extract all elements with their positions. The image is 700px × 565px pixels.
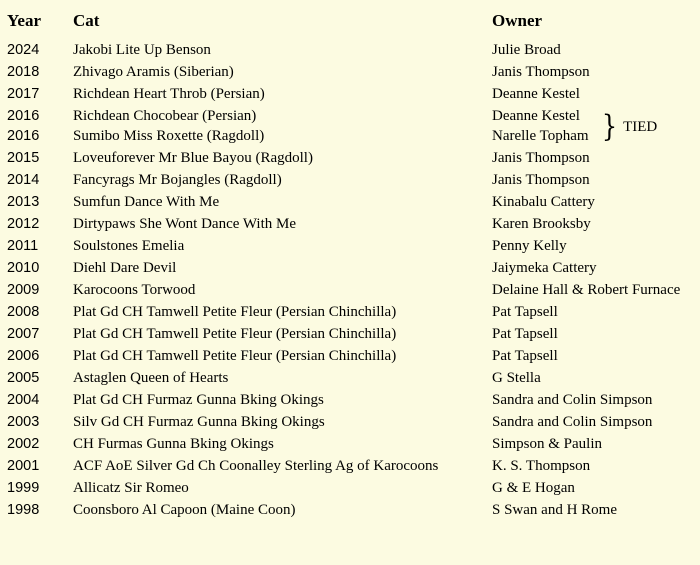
year-cell: 2024 [7, 42, 40, 58]
owner-cell: Delaine Hall & Robert Furnace [492, 282, 681, 298]
cat-column-header: Cat [73, 11, 100, 30]
year-cell: 1999 [7, 480, 40, 496]
table-row [0, 411, 700, 433]
winners-table [0, 39, 700, 521]
year-cell: 2010 [7, 260, 40, 276]
table-row [0, 105, 700, 125]
year-cell: 2008 [7, 304, 40, 320]
cat-cell: Diehl Dare Devil [73, 260, 177, 276]
table-row [0, 169, 700, 191]
owner-cell: S Swan and H Rome [492, 502, 617, 518]
table-row [0, 455, 700, 477]
cat-cell: Fancyrags Mr Bojangles (Ragdoll) [73, 172, 282, 188]
table-row [0, 191, 700, 213]
table-row [0, 235, 700, 257]
table-row [0, 213, 700, 235]
table-row [0, 345, 700, 367]
year-cell: 2011 [7, 238, 39, 254]
owner-cell: Janis Thompson [492, 64, 590, 80]
tied-label: TIED [623, 118, 658, 135]
cat-cell: Allicatz Sir Romeo [73, 480, 189, 496]
table-row [0, 279, 700, 301]
year-cell: 2001 [7, 458, 40, 474]
year-cell: 2013 [7, 194, 40, 210]
cat-cell: Richdean Chocobear (Persian) [73, 108, 257, 124]
cat-cell: Zhivago Aramis (Siberian) [73, 64, 234, 80]
table-row [0, 323, 700, 345]
cat-cell: Karocoons Torwood [73, 282, 196, 298]
year-cell: 2015 [7, 150, 40, 166]
cat-cell: ACF AoE Silver Gd Ch Coonalley Sterling Ag of Karocoons [73, 458, 439, 474]
table-row [0, 499, 700, 521]
owner-cell: Sandra and Colin Simpson [492, 414, 653, 430]
owner-cell: Janis Thompson [492, 172, 590, 188]
owner-cell: G Stella [492, 370, 541, 386]
owner-cell: Janis Thompson [492, 150, 590, 166]
owner-cell: Kinabalu Cattery [492, 194, 595, 210]
cat-cell: Astaglen Queen of Hearts [73, 370, 229, 386]
cat-cell: Sumibo Miss Roxette (Ragdoll) [73, 128, 265, 144]
table-row [0, 477, 700, 499]
cat-cell: Dirtypaws She Wont Dance With Me [73, 216, 297, 232]
cat-cell: Plat Gd CH Furmaz Gunna Bking Okings [73, 392, 324, 408]
cat-cell: Plat Gd CH Tamwell Petite Fleur (Persian Chinchilla) [73, 304, 397, 320]
year-cell: 2002 [7, 436, 40, 452]
year-cell: 2016 [7, 108, 40, 124]
owner-cell: Jaiymeka Cattery [492, 260, 597, 276]
owner-cell: Pat Tapsell [492, 348, 558, 364]
owner-cell: G & E Hogan [492, 480, 575, 496]
cat-cell: CH Furmas Gunna Bking Okings [73, 436, 274, 452]
year-cell: 2018 [7, 64, 40, 80]
table-row [0, 433, 700, 455]
tied-annotation [600, 109, 658, 144]
table-header [0, 11, 700, 33]
year-cell: 2007 [7, 326, 40, 342]
year-cell: 1998 [7, 502, 40, 518]
table-row [0, 61, 700, 83]
table-row [0, 83, 700, 105]
owner-cell: Simpson & Paulin [492, 436, 603, 452]
year-cell: 2004 [7, 392, 40, 408]
table-row [0, 301, 700, 323]
table-row [0, 367, 700, 389]
table-row [0, 39, 700, 61]
owner-cell: Pat Tapsell [492, 304, 558, 320]
brace-icon: } [601, 109, 618, 144]
year-cell: 2017 [7, 86, 40, 102]
table-row [0, 389, 700, 411]
table-row [0, 125, 700, 147]
year-cell: 2014 [7, 172, 40, 188]
owner-column-header: Owner [492, 11, 543, 30]
cat-cell: Silv Gd CH Furmaz Gunna Bking Okings [73, 414, 325, 430]
owner-cell: Sandra and Colin Simpson [492, 392, 653, 408]
cat-cell: Plat Gd CH Tamwell Petite Fleur (Persian Chinchilla) [73, 348, 397, 364]
owner-cell: Penny Kelly [492, 238, 567, 254]
cat-cell: Sumfun Dance With Me [73, 194, 220, 210]
owner-cell: Julie Broad [492, 42, 561, 58]
owner-cell: Pat Tapsell [492, 326, 558, 342]
cat-cell: Soulstones Emelia [73, 238, 185, 254]
owner-cell: Karen Brooksby [492, 216, 591, 232]
owner-cell: Deanne Kestel [492, 86, 580, 102]
cat-cell: Coonsboro Al Capoon (Maine Coon) [73, 502, 296, 518]
table-row [0, 147, 700, 169]
table-row [0, 257, 700, 279]
owner-cell: Deanne Kestel [492, 108, 580, 124]
year-cell: 2012 [7, 216, 40, 232]
year-cell: 2016 [7, 128, 40, 144]
cat-cell: Plat Gd CH Tamwell Petite Fleur (Persian Chinchilla) [73, 326, 397, 342]
year-cell: 2003 [7, 414, 40, 430]
owner-cell: K. S. Thompson [492, 458, 591, 474]
cat-cell: Richdean Heart Throb (Persian) [73, 86, 265, 102]
year-cell: 2009 [7, 282, 40, 298]
year-column-header: Year [7, 11, 41, 30]
owner-cell: Narelle Topham [492, 128, 589, 144]
cat-cell: Loveuforever Mr Blue Bayou (Ragdoll) [73, 150, 313, 166]
cat-cell: Jakobi Lite Up Benson [73, 42, 211, 58]
year-cell: 2005 [7, 370, 40, 386]
year-cell: 2006 [7, 348, 40, 364]
